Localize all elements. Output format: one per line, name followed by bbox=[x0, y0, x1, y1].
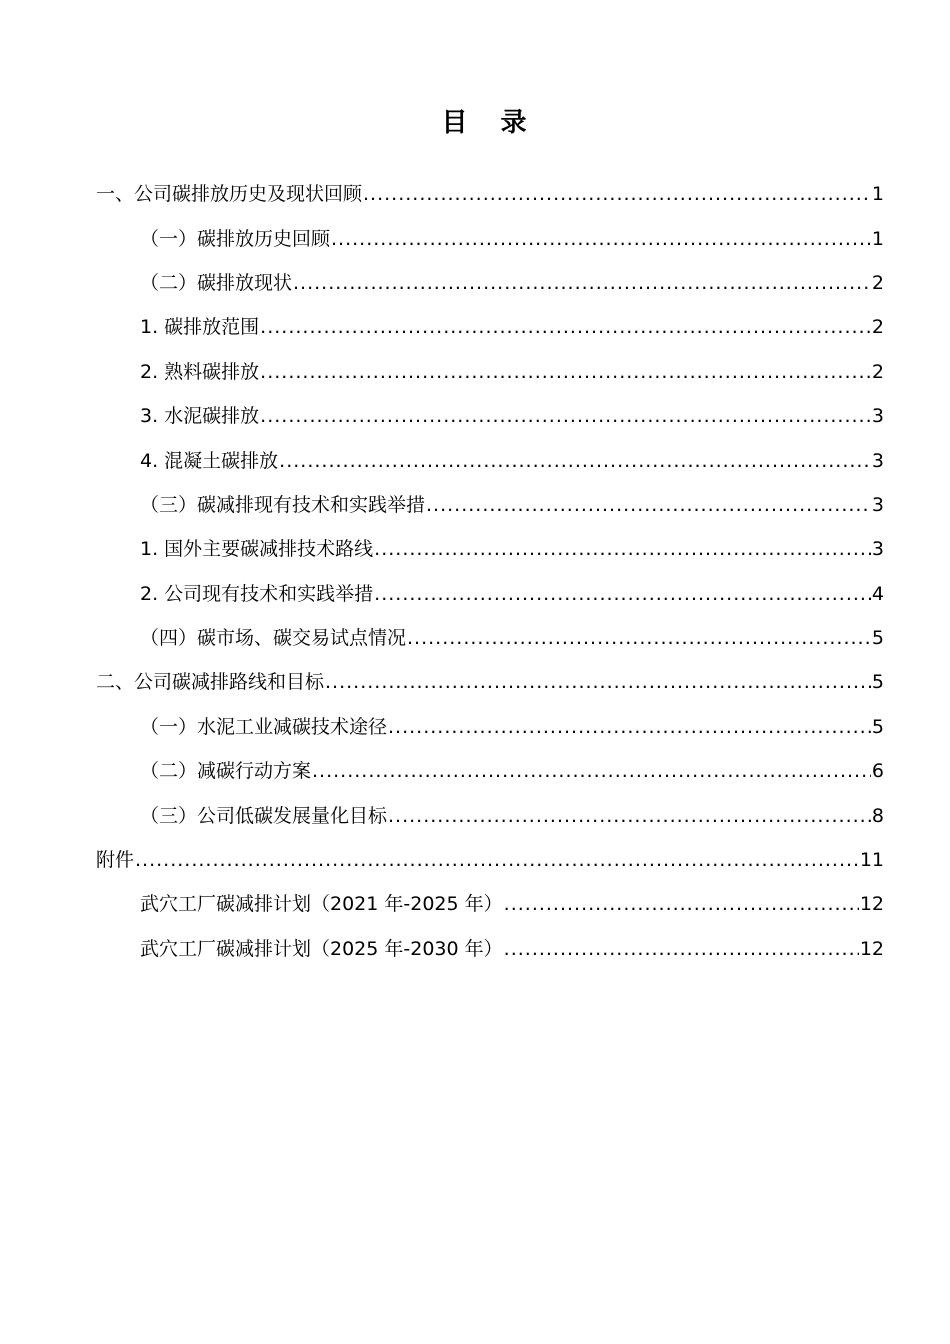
toc-entry-page: 5 bbox=[871, 715, 884, 738]
toc-leader-dots bbox=[388, 715, 871, 739]
toc-leader-dots bbox=[407, 626, 871, 650]
toc-leader-dots bbox=[363, 182, 871, 206]
toc-entry-label: 2. 熟料碳排放 bbox=[140, 360, 260, 383]
toc-entry[interactable] bbox=[96, 616, 884, 660]
toc-entry-page: 3 bbox=[871, 493, 884, 516]
toc-entry[interactable] bbox=[96, 572, 884, 616]
page-title: 目 录 bbox=[441, 108, 539, 138]
toc-leader-dots bbox=[325, 670, 871, 694]
toc-entry-page: 2 bbox=[871, 271, 884, 294]
toc-entry-page: 3 bbox=[871, 538, 884, 561]
toc-entry-label: （四）碳市场、碳交易试点情况 bbox=[140, 627, 407, 650]
toc-leader-dots bbox=[331, 227, 871, 251]
toc-leader-dots bbox=[260, 404, 871, 428]
toc-entry-page: 5 bbox=[871, 627, 884, 650]
toc-entry-label: 武穴工厂碳减排计划（2025 年-2030 年） bbox=[140, 937, 503, 960]
toc-entry-label: 一、公司碳排放历史及现状回顾 bbox=[96, 183, 363, 206]
toc-leader-dots bbox=[279, 449, 871, 473]
toc-entry-label: 3. 水泥碳排放 bbox=[140, 405, 260, 428]
toc-entry-label: （二）减碳行动方案 bbox=[140, 760, 312, 783]
toc-entry[interactable] bbox=[96, 705, 884, 749]
toc-entry-page: 3 bbox=[871, 405, 884, 428]
toc-entry-page: 6 bbox=[871, 760, 884, 783]
toc-entry-label: （一）碳排放历史回顾 bbox=[140, 227, 331, 250]
toc-entry-page: 11 bbox=[859, 849, 884, 872]
toc-leader-dots bbox=[374, 582, 871, 606]
toc-entry-label: 4. 混凝土碳排放 bbox=[140, 449, 279, 472]
toc-entry[interactable] bbox=[96, 927, 884, 971]
toc-entry-page: 12 bbox=[859, 937, 884, 960]
toc-entry[interactable] bbox=[96, 527, 884, 571]
toc-entry-page: 1 bbox=[871, 183, 884, 206]
toc-leader-dots bbox=[293, 271, 871, 295]
toc-leader-dots bbox=[135, 848, 859, 872]
toc-entry[interactable] bbox=[96, 172, 884, 216]
toc-entry[interactable] bbox=[96, 749, 884, 793]
toc-entry[interactable] bbox=[96, 438, 884, 482]
toc-entry-page: 4 bbox=[871, 582, 884, 605]
toc-entry[interactable] bbox=[96, 838, 884, 882]
toc-entry-label: 武穴工厂碳减排计划（2021 年-2025 年） bbox=[140, 893, 503, 916]
toc-entry-label: （三）碳减排现有技术和实践举措 bbox=[140, 493, 426, 516]
toc-entry[interactable] bbox=[96, 261, 884, 305]
toc-entry-page: 12 bbox=[859, 893, 884, 916]
toc-leader-dots bbox=[504, 892, 859, 916]
toc-entry-label: 1. 碳排放范围 bbox=[140, 316, 260, 339]
toc-entry-page: 5 bbox=[871, 671, 884, 694]
toc-entry[interactable] bbox=[96, 660, 884, 704]
toc-entry-label: 1. 国外主要碳减排技术路线 bbox=[140, 538, 374, 561]
toc-leader-dots bbox=[388, 804, 871, 828]
table-of-contents bbox=[96, 172, 884, 971]
toc-leader-dots bbox=[260, 315, 871, 339]
toc-leader-dots bbox=[260, 360, 871, 384]
toc-entry[interactable] bbox=[96, 305, 884, 349]
toc-entry[interactable] bbox=[96, 882, 884, 926]
toc-entry[interactable] bbox=[96, 483, 884, 527]
toc-leader-dots bbox=[504, 937, 859, 961]
toc-entry-page: 1 bbox=[871, 227, 884, 250]
toc-entry-label: 附件 bbox=[96, 849, 135, 872]
toc-leader-dots bbox=[312, 759, 871, 783]
toc-entry[interactable] bbox=[96, 350, 884, 394]
toc-entry-page: 2 bbox=[871, 360, 884, 383]
toc-entry-page: 8 bbox=[871, 804, 884, 827]
toc-entry-page: 2 bbox=[871, 316, 884, 339]
toc-entry-label: （二）碳排放现状 bbox=[140, 271, 293, 294]
toc-leader-dots bbox=[426, 493, 871, 517]
toc-entry-label: 二、公司碳减排路线和目标 bbox=[96, 671, 325, 694]
toc-entry-page: 3 bbox=[871, 449, 884, 472]
toc-entry[interactable] bbox=[96, 793, 884, 837]
toc-entry-label: （三）公司低碳发展量化目标 bbox=[140, 804, 388, 827]
toc-entry[interactable] bbox=[96, 216, 884, 260]
toc-leader-dots bbox=[374, 537, 871, 561]
toc-entry[interactable] bbox=[96, 394, 884, 438]
toc-entry-label: 2. 公司现有技术和实践举措 bbox=[140, 582, 374, 605]
toc-entry-label: （一）水泥工业减碳技术途径 bbox=[140, 715, 388, 738]
